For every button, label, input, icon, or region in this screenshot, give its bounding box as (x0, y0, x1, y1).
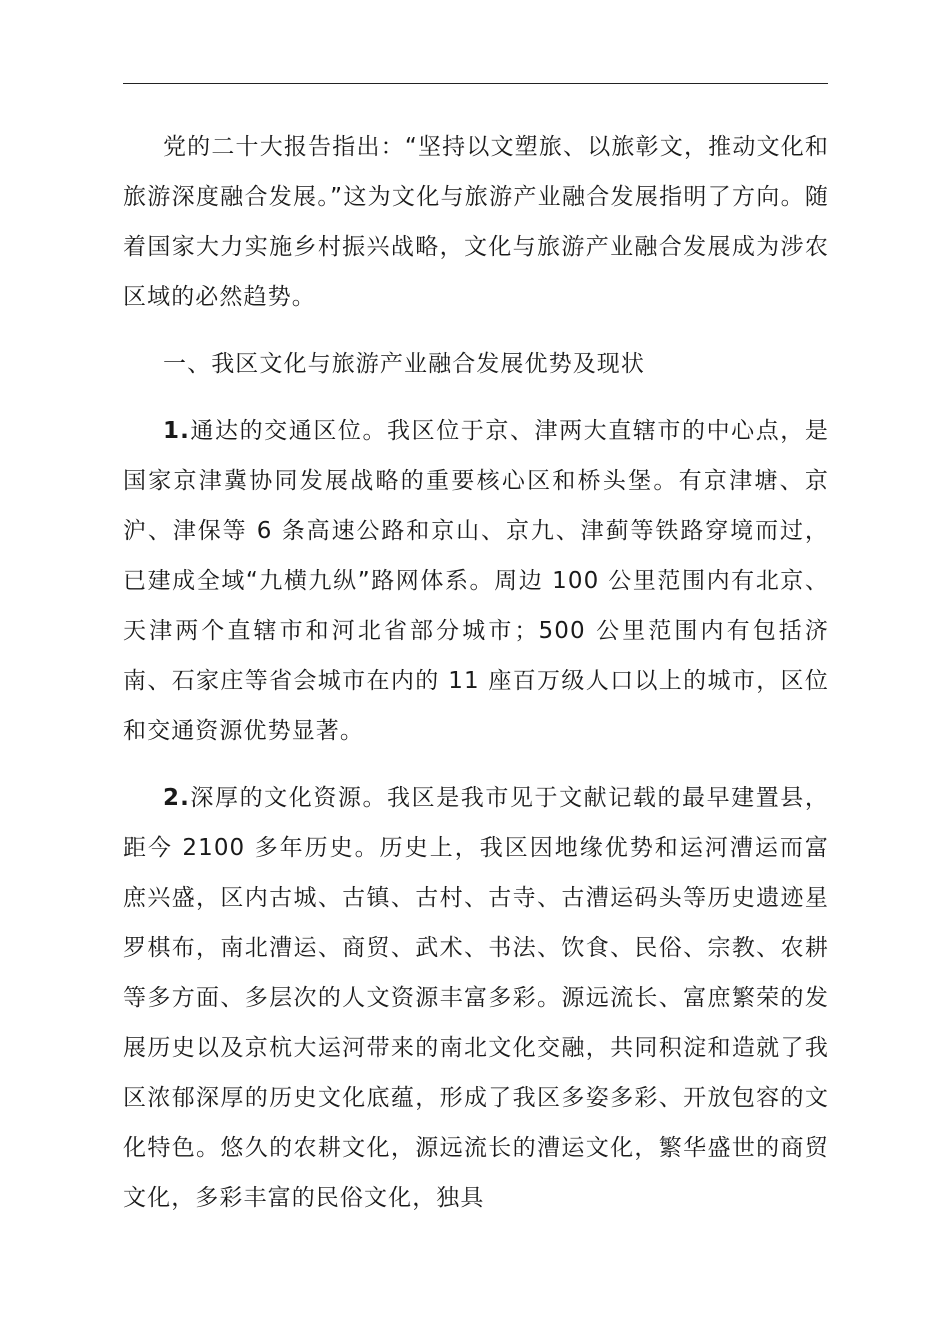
point-number: 2. (163, 785, 190, 811)
point-paragraph-1 (123, 406, 829, 756)
header-divider (123, 83, 828, 84)
point-text: 深厚的文化资源。我区是我市见于文献记载的最早建置县，距今 2100 多年历史。历史上，我区因地缘优势和运河漕运而富庶兴盛，区内古城、古镇、古村、古寺、古漕运码头等历史遗迹星罗棋布，南北漕运、商贸、武术、书法、饮食、民俗、宗教、农耕等多方面、多层次的人文资源丰富多彩。源远流长、富庶繁荣的发展历史以及京杭大运河带来的南北文化交融，共同积淀和造就了我区浓郁深厚的历史文化底蕴，形成了我区多姿多彩、开放包容的文化特色。悠久的农耕文化，源远流长的漕运文化，繁华盛世的商贸文化，多彩丰富的民俗文化，独具 (123, 785, 829, 1211)
point-text: 通达的交通区位。我区位于京、津两大直辖市的中心点，是国家京津冀协同发展战略的重要核心区和桥头堡。有京津塘、京沪、津保等 6 条高速公路和京山、京九、津蓟等铁路穿境而过，已建成全域“九横九纵”路网体系。周边 100 公里范围内有北京、天津两个直辖市和河北省部分城市；500 公里范围内有包括济南、石家庄等省会城市在内的 11 座百万级人口以上的城市，区位和交通资源优势显著。 (123, 418, 829, 744)
point-paragraph-2 (123, 773, 829, 1223)
section-heading: 一、我区文化与旅游产业融合发展优势及现状 (163, 351, 645, 377)
document-body (123, 122, 829, 1223)
intro-paragraph: 党的二十大报告指出：“坚持以文塑旅、以旅彰文，推动文化和旅游深度融合发展。”这为文化与旅游产业融合发展指明了方向。随着国家大力实施乡村振兴战略，文化与旅游产业融合发展成为涉农区域的必然趋势。 (123, 134, 829, 310)
point-number: 1. (163, 418, 190, 444)
